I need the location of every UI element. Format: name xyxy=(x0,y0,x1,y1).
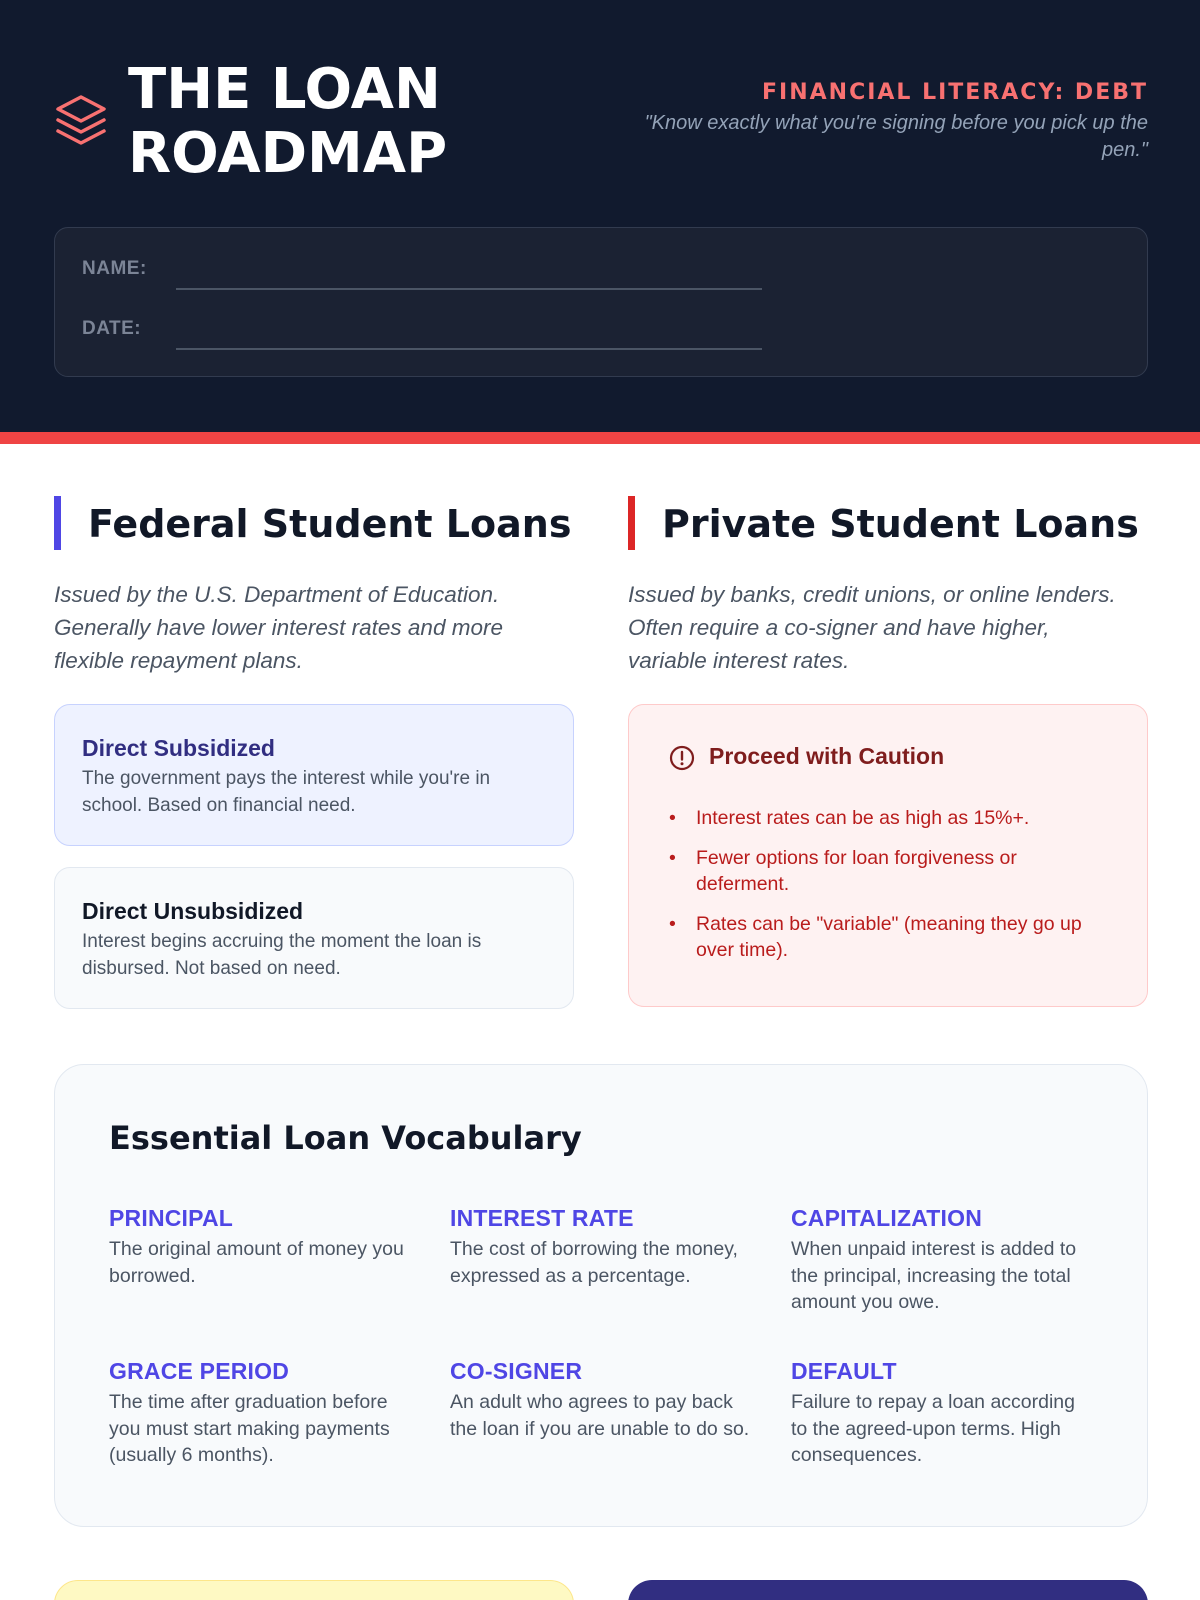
vocabulary-section xyxy=(54,1064,1148,1527)
tagline: "Know exactly what you're signing before you pick up the pen." xyxy=(644,112,1148,161)
vocab-term-principal xyxy=(109,1205,409,1289)
term-definition: Failure to repay a loan according to the agreed-upon terms. High consequences. xyxy=(791,1391,1075,1466)
caution-item: • Fewer options for loan forgiveness or deferment. xyxy=(669,845,1109,898)
caution-item: • Rates can be "variable" (meaning they go up over time). xyxy=(669,911,1109,964)
name-label: NAME: xyxy=(82,258,147,279)
caution-list xyxy=(669,805,1109,977)
term-name: PRINCIPAL xyxy=(109,1205,234,1231)
date-label: DATE: xyxy=(82,318,142,339)
header-divider xyxy=(0,432,1200,444)
date-field[interactable] xyxy=(176,348,762,350)
term-definition: The original amount of money you borrowed. xyxy=(109,1238,404,1287)
federal-title: Federal Student Loans xyxy=(88,502,572,546)
vocab-term-capitalization xyxy=(791,1205,1091,1316)
direct-subsidized-card xyxy=(54,704,574,846)
term-definition: The time after graduation before you must start making payments (usually 6 months). xyxy=(109,1391,390,1466)
bottom-left-panel xyxy=(54,1580,574,1600)
alert-circle-icon xyxy=(669,745,695,771)
name-field[interactable] xyxy=(176,288,762,290)
vocab-term-co-signer xyxy=(450,1358,750,1442)
header xyxy=(0,0,1200,432)
term-name: DEFAULT xyxy=(791,1358,897,1384)
subject-kicker: FINANCIAL LITERACY: DEBT xyxy=(762,80,1148,105)
caution-title: Proceed with Caution xyxy=(709,743,945,769)
card-text: Interest begins accruing the moment the loan is disbursed. Not based on need. xyxy=(82,931,482,979)
federal-description: Issued by the U.S. Department of Education. Generally have lower interest rates and more flexible repayment plans. xyxy=(54,582,503,673)
vocab-term-default xyxy=(791,1358,1091,1469)
private-accent-bar xyxy=(628,496,635,550)
term-name: CAPITALIZATION xyxy=(791,1205,983,1231)
term-name: CO-SIGNER xyxy=(450,1358,583,1384)
caution-card xyxy=(628,704,1148,1007)
private-description: Issued by banks, credit unions, or online lenders. Often require a co-signer and have higher, variable interest rates. xyxy=(628,582,1116,673)
vocab-term-interest-rate xyxy=(450,1205,750,1289)
vocabulary-title: Essential Loan Vocabulary xyxy=(109,1119,582,1157)
card-text: The government pays the interest while you're in school. Based on financial need. xyxy=(82,768,491,816)
layers-icon xyxy=(54,92,108,148)
term-definition: An adult who agrees to pay back the loan if you are unable to do so. xyxy=(450,1391,750,1440)
term-definition: The cost of borrowing the money, expressed as a percentage. xyxy=(450,1238,738,1287)
term-definition: When unpaid interest is added to the principal, increasing the total amount you owe. xyxy=(791,1238,1077,1313)
card-title: Direct Unsubsidized xyxy=(82,898,304,924)
bottom-right-panel xyxy=(628,1580,1148,1600)
card-title: Direct Subsidized xyxy=(82,735,275,761)
federal-accent-bar xyxy=(54,496,61,550)
direct-unsubsidized-card xyxy=(54,867,574,1009)
vocab-term-grace-period xyxy=(109,1358,409,1469)
term-name: INTEREST RATE xyxy=(450,1205,634,1231)
private-title: Private Student Loans xyxy=(662,502,1139,546)
student-info-box xyxy=(54,227,1148,377)
caution-item: • Interest rates can be as high as 15%+. xyxy=(669,805,1109,832)
page-title: THE LOAN ROADMAP xyxy=(128,57,448,186)
term-name: GRACE PERIOD xyxy=(109,1358,290,1384)
